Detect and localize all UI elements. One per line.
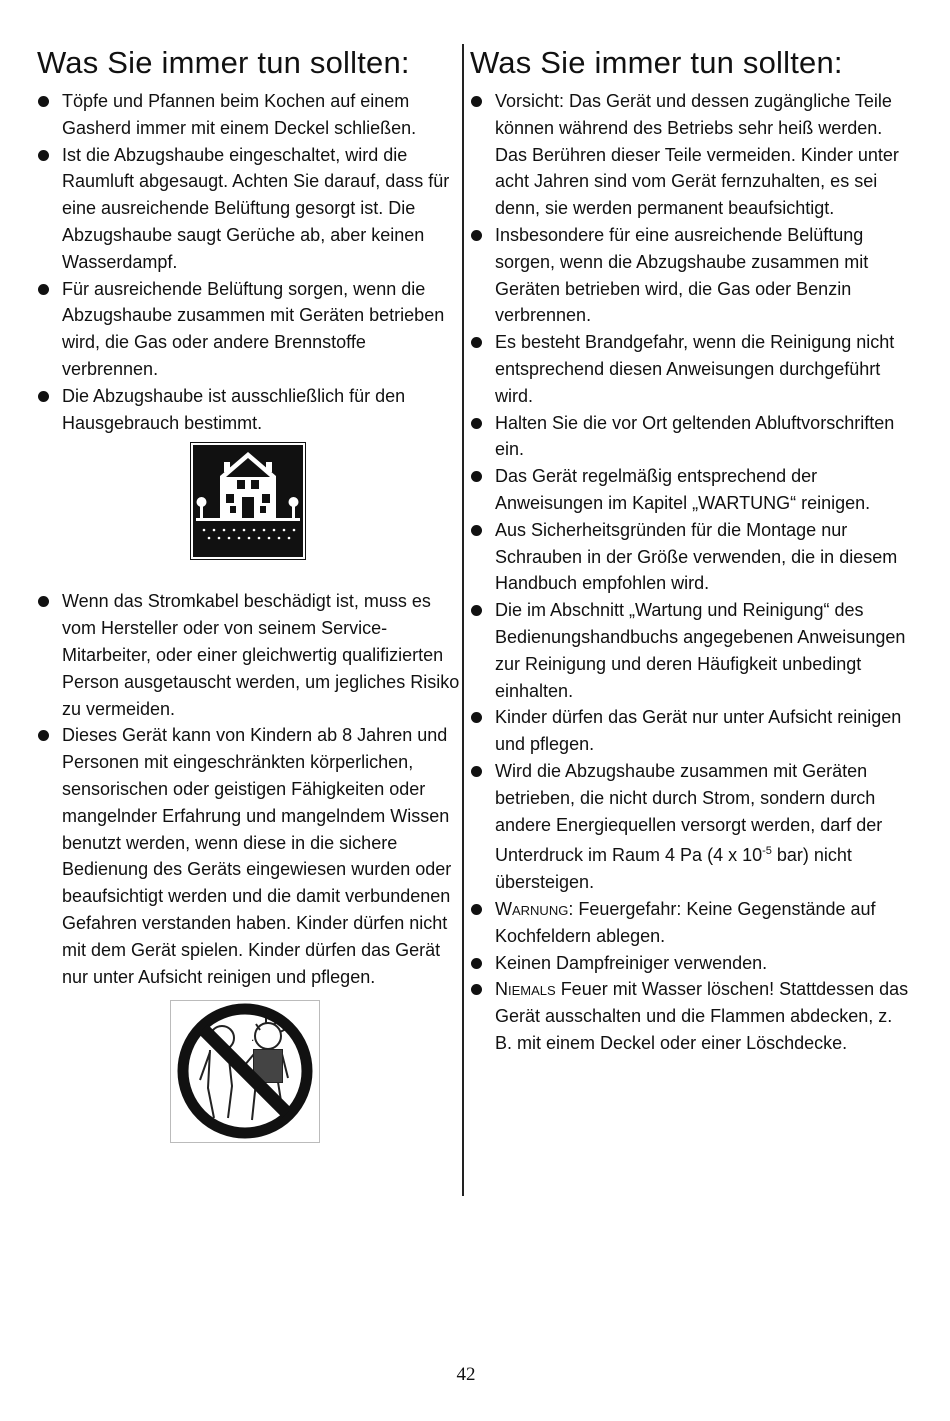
house-use-icon (190, 442, 306, 560)
list-item: Die Abzugshaube ist ausschließlich für den Hausgebrauch bestimmt. (37, 383, 462, 437)
list-item: Vorsicht: Das Gerät und dessen zugängliche Teile können während des Betriebs sehr heiß werden. Das Berühren dieser Teile vermeiden. Kinder unter acht Jahren sind vom Gerät fernzuhalten, es sei denn, sie werden permanent beaufsichtigt. (470, 88, 910, 222)
stray-dot: . (251, 1030, 255, 1044)
pressure-text: Wird die Abzugshaube zusammen mit Geräten betrieben, die nicht durch Strom, sondern durch andere Energiequellen versorgt werden, darf der Unterdruck im Raum 4 Pa (4 x 10 (495, 760, 883, 866)
never-text: Feuer mit Wasser löschen! Stattdessen das Gerät ausschalten und die Flammen abdecken, z. B. mit einem Deckel oder einer Löschdecke. (495, 979, 909, 1053)
left-list-a (37, 88, 462, 436)
list-item: Keinen Dampfreiniger verwenden. (470, 950, 910, 977)
list-item-pressure (470, 758, 910, 896)
warning-text: : Feuergefahr: Keine Gegenstände auf Kochfeldern ablegen. (495, 898, 876, 946)
pressure-text-end: bar) nicht übersteigen. (495, 845, 852, 893)
right-list (470, 88, 910, 1057)
list-item-never (470, 976, 910, 1056)
page-number: 42 (456, 1364, 476, 1385)
warning-keyword: Warnung (495, 898, 569, 919)
left-heading: Was Sie immer tun sollten: (37, 45, 410, 80)
list-item: Ist die Abzugshaube eingeschaltet, wird die Raumluft abgesaugt. Achten Sie darauf, dass für eine ausreichende Belüftung gesorgt ist. Die Abzugshaube saugt Gerüche ab, aber keinen Wasserdampf. (37, 142, 462, 276)
list-item: Es besteht Brandgefahr, wenn die Reinigung nicht entsprechend diesen Anweisungen durchgeführt wird. (470, 329, 910, 409)
pressure-exponent: -5 (762, 845, 772, 858)
list-item: Halten Sie die vor Ort geltenden Abluftvorschriften ein. (470, 410, 910, 464)
list-item: Die im Abschnitt „Wartung und Reinigung“ des Bedienungshandbuchs angegebenen Anweisungen zur Reinigung und deren Häufigkeit unbedingt einhalten. (470, 597, 910, 704)
right-heading: Was Sie immer tun sollten: (470, 45, 843, 80)
no-children-icon (170, 1000, 320, 1143)
list-item: Für ausreichende Belüftung sorgen, wenn die Abzugshaube zusammen mit Geräten betrieben wird, die Gas oder andere Brennstoffe verbrennen. (37, 276, 462, 383)
list-item: Dieses Gerät kann von Kindern ab 8 Jahren und Personen mit eingeschränkten körperlichen, sensorischen oder geistigen Fähigkeiten oder mangelnder Erfahrung und mangelndem Wissen benutzt werden, wenn diese in die sichere Bedienung des Geräts eingewiesen wurden oder beaufsichtigt werden und die damit verbundenen Gefahren verstanden haben. Kinder dürfen nicht mit dem Gerät spielen. Kinder dürfen das Gerät nur unter Aufsicht reinigen und pflegen. (37, 722, 462, 990)
left-column (37, 40, 462, 1143)
list-item: Kinder dürfen das Gerät nur unter Aufsicht reinigen und pflegen. (470, 704, 910, 758)
right-column (470, 40, 910, 1057)
list-item: Töpfe und Pfannen beim Kochen auf einem Gasherd immer mit einem Deckel schließen. (37, 88, 462, 142)
left-list-b (37, 588, 462, 990)
list-item: Aus Sicherheitsgründen für die Montage nur Schrauben in der Größe verwenden, die in diesem Handbuch empfohlen wird. (470, 517, 910, 597)
list-item-warning (470, 896, 910, 950)
list-item: Wenn das Stromkabel beschädigt ist, muss es vom Hersteller oder von seinem Service-Mitarbeiter, oder einer gleichwertig qualifizierten Person ausgetauscht werden, um jegliches Risiko zu vermeiden. (37, 588, 462, 722)
never-keyword: Niemals (495, 979, 556, 1000)
column-divider (462, 44, 464, 1196)
list-item: Insbesondere für eine ausreichende Belüftung sorgen, wenn die Abzugshaube zusammen mit Geräten betrieben wird, die Gas oder Benzin verbrennen. (470, 222, 910, 329)
list-item: Das Gerät regelmäßig entsprechend der Anweisungen im Kapitel „WARTUNG“ reinigen. (470, 463, 910, 517)
